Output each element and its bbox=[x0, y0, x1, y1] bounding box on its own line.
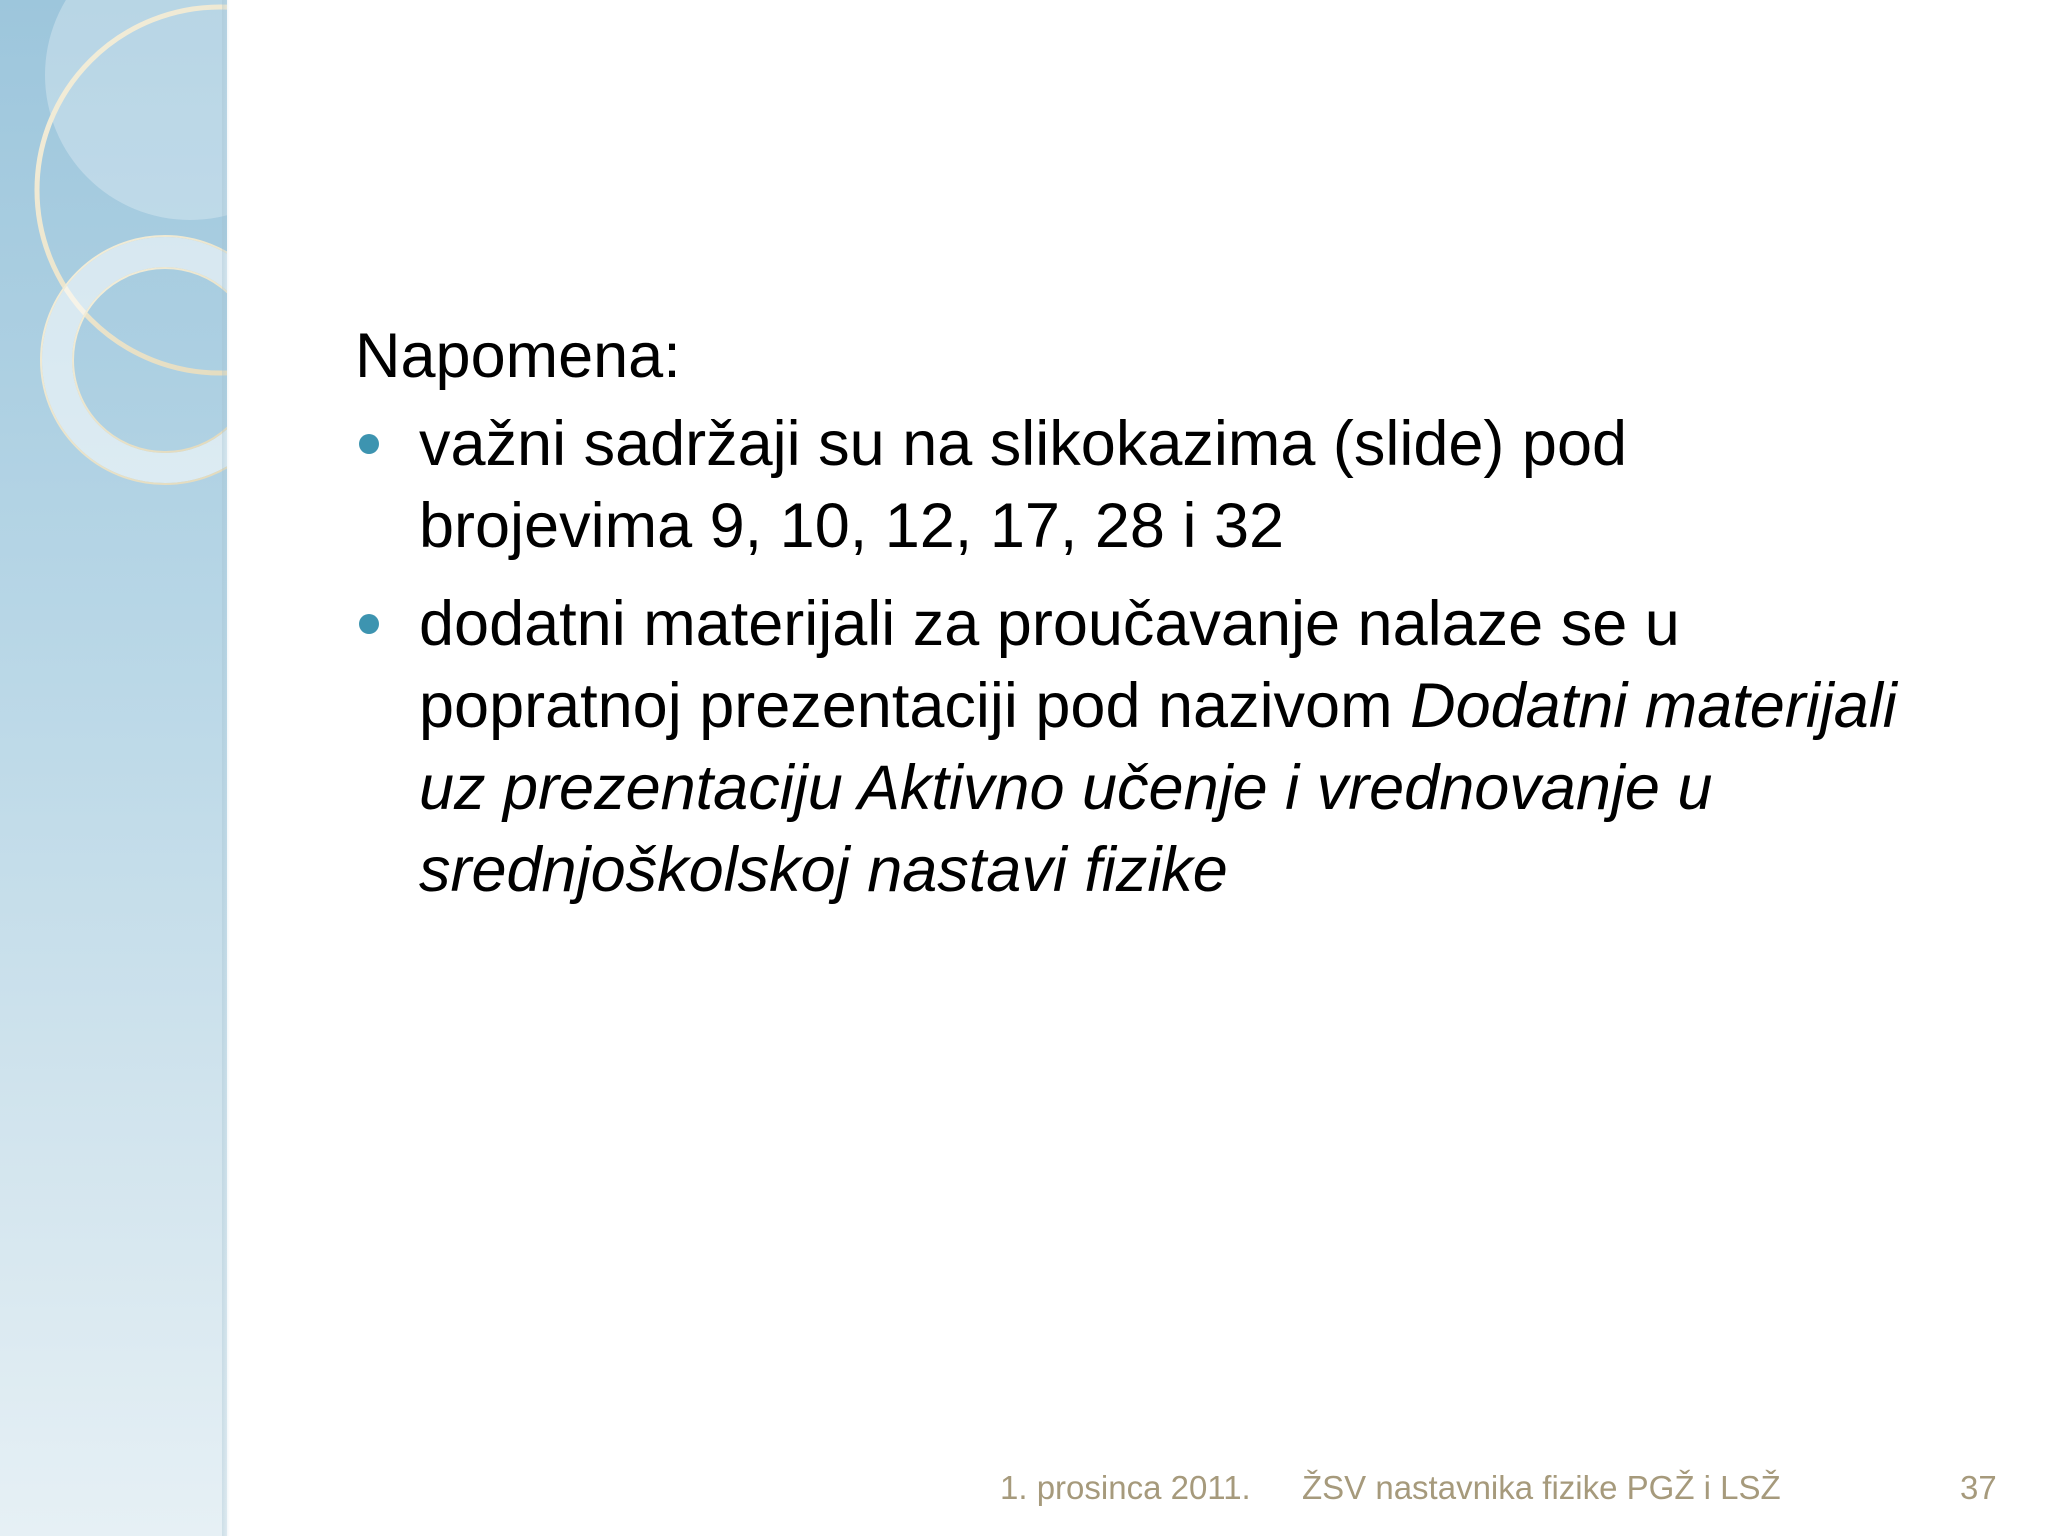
bullet-list bbox=[355, 403, 1915, 911]
band-edge-shadow bbox=[222, 0, 230, 1536]
slide-content bbox=[355, 315, 1915, 927]
slide-heading: Napomena: bbox=[355, 321, 681, 391]
bullet-item-1 bbox=[355, 403, 1915, 567]
highlight-circle bbox=[45, 0, 227, 220]
footer-date: 1. prosinca 2011. bbox=[1000, 1469, 1251, 1506]
bullet-text-1: važni sadržaji su na slikokazima (slide) pod brojevima 9, 10, 12, 17, 28 i 32 bbox=[419, 409, 1628, 561]
footer-title: ŽSV nastavnika fizike PGŽ i LSŽ bbox=[1302, 1469, 1781, 1506]
bullet-text-2: dodatni materijali za proučavanje nalaze se u popratnoj prezentaciji pod nazivom bbox=[419, 589, 1680, 741]
bullet-item-2 bbox=[355, 583, 1915, 911]
bullet-dot-icon bbox=[359, 614, 379, 634]
decorative-side-band bbox=[0, 0, 227, 1536]
footer-page-number: 37 bbox=[1960, 1469, 1997, 1506]
bullet-dot-icon bbox=[359, 434, 379, 454]
thick-ring bbox=[57, 252, 227, 468]
bullet-text-2-italic: Dodatni materijali uz prezentaciju Aktivno učenje i vrednovanje u srednjoškolskoj nastavi fizike bbox=[419, 671, 1897, 905]
decorative-rings bbox=[0, 0, 227, 1536]
